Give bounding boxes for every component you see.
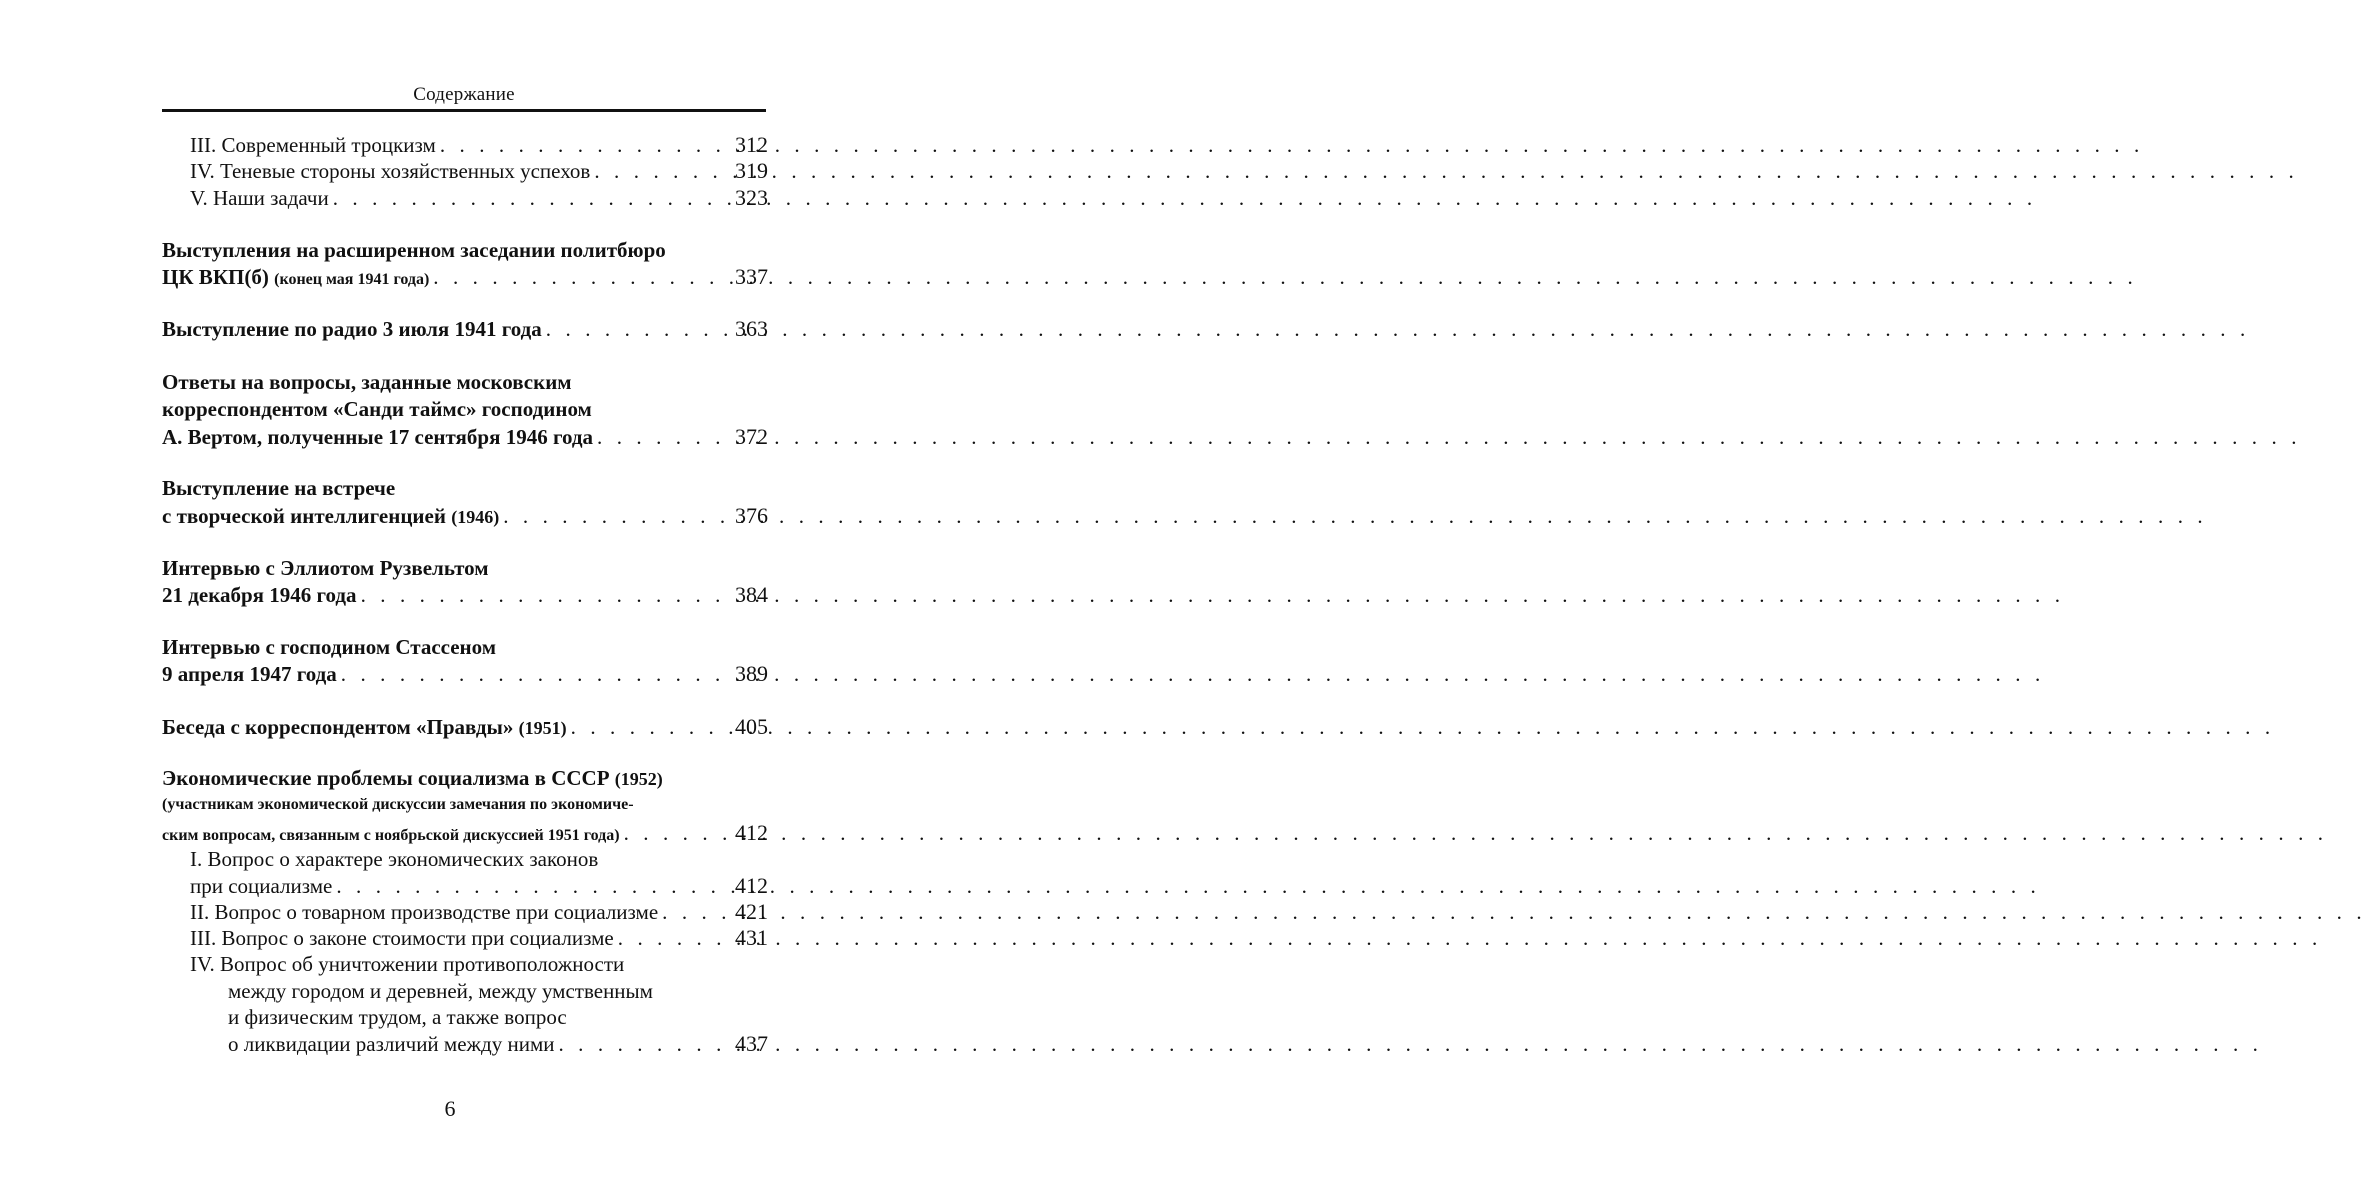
toc-entry-title: Интервью с Эллиотом Рузвельтом: [162, 556, 489, 580]
toc-entry-title: IV. Вопрос об уничтожении противоположности: [190, 952, 625, 976]
toc-entry-heading: [162, 397, 768, 427]
toc-entry-title: Экономические проблемы социализма в СССР: [162, 766, 610, 790]
toc-page-number: 421: [735, 899, 768, 924]
toc-entry-heading: [162, 370, 768, 400]
toc-entry-title: с творческой интеллигенцией: [162, 504, 446, 528]
toc-entry-title: III. Современный троцкизм: [190, 133, 436, 157]
header-rule: [162, 109, 766, 112]
toc-entry: [162, 582, 768, 612]
dot-leader: [542, 317, 735, 342]
toc-entry-title: Ответы на вопросы, заданные московским: [162, 370, 572, 394]
dot-leader: [337, 662, 735, 687]
toc-entry-note: (1951): [518, 718, 567, 738]
toc-entry-title: Выступления на расширенном заседании политбюро: [162, 238, 666, 262]
toc-entry-title: II. Вопрос о товарном производстве при социализме: [190, 900, 659, 924]
running-header: Содержание: [413, 84, 515, 105]
toc-entry-title: Выступление по радио 3 июля 1941 года: [162, 317, 542, 341]
toc-entry: [162, 424, 768, 454]
dot-leader: [499, 504, 735, 529]
toc-entry-heading: [190, 952, 768, 982]
toc-entry: [190, 158, 768, 188]
toc-entry-title: 9 апреля 1947 года: [162, 662, 337, 686]
dot-leader: [357, 583, 735, 608]
toc-page-number: 405: [735, 714, 768, 739]
toc-page-number: 337: [735, 264, 768, 289]
dot-leader: [329, 186, 735, 211]
toc-page-number: 376: [735, 503, 768, 528]
toc-page-number: 312: [735, 132, 768, 157]
toc-entry-heading: [162, 766, 768, 796]
toc-page-number: 431: [735, 925, 768, 950]
toc-entry: [162, 264, 768, 294]
dot-leader: [593, 425, 735, 450]
page-number: 6: [444, 1096, 456, 1121]
toc-entry-title: Интервью с господином Стассеном: [162, 635, 497, 659]
dot-leader: [554, 1032, 735, 1057]
dot-leader: [658, 900, 735, 925]
toc-entry: [190, 185, 768, 215]
toc-entry: [162, 316, 768, 346]
toc-entry: [162, 714, 768, 744]
toc-entry-note: (конец мая 1941 года): [274, 271, 430, 288]
toc-entry: [162, 661, 768, 691]
toc-page-number: 363: [735, 316, 768, 341]
toc-page-number: 389: [735, 661, 768, 686]
toc-page-number: 372: [735, 424, 768, 449]
dot-leader: [429, 265, 735, 290]
toc-entry-title: I. Вопрос о характере экономических законов: [190, 847, 599, 871]
toc-page-number: 437: [735, 1031, 768, 1056]
toc-entry-title: ЦК ВКП(б): [162, 265, 269, 289]
toc-entry-note: (1946): [451, 507, 500, 527]
toc-entry-title: 21 декабря 1946 года: [162, 583, 357, 607]
toc-entry-title: корреспондентом «Санди таймс» господином: [162, 397, 592, 421]
toc-page-number: 412: [735, 873, 768, 898]
toc-entry-title: III. Вопрос о законе стоимости при социализме: [190, 926, 614, 950]
toc-entry-title: IV. Теневые стороны хозяйственных успехов: [190, 159, 591, 183]
toc-entry: [162, 820, 768, 850]
dot-leader: [590, 159, 735, 184]
toc-entry: [190, 925, 768, 955]
toc-entry-title: Беседа с корреспондентом «Правды»: [162, 715, 514, 739]
dot-leader: [620, 821, 735, 846]
toc-entry-title: и физическим трудом, а также вопрос: [228, 1005, 567, 1029]
dot-leader: [436, 133, 735, 158]
toc-entry: [228, 1031, 768, 1061]
toc-entry: [162, 503, 768, 533]
toc-entry-title: о ликвидации различий между ними: [228, 1032, 555, 1056]
toc-entry-title: при социализме: [190, 874, 333, 898]
toc-page-number: 412: [735, 820, 768, 845]
toc-entry-subtitle-text: (участникам экономической дискуссии замечания по экономиче-: [162, 796, 634, 813]
toc-entry-title: между городом и деревней, между умственным: [228, 979, 653, 1003]
toc-page-number: 319: [735, 158, 768, 183]
dot-leader: [332, 874, 735, 899]
toc-entry-heading: [162, 476, 768, 506]
toc-entry-title: А. Вертом, полученные 17 сентября 1946 года: [162, 425, 593, 449]
toc-entry-title: Выступление на встрече: [162, 476, 396, 500]
dot-leader: [614, 926, 735, 951]
toc-page-number: 384: [735, 582, 768, 607]
toc-entry-note: (1952): [614, 769, 663, 789]
dot-leader: [567, 715, 735, 740]
toc-page-number: 323: [735, 185, 768, 210]
toc-entry-title: V. Наши задачи: [190, 186, 329, 210]
toc-entry-subtitle-text: ским вопросам, связанным с ноябрьской дискуссией 1951 года): [162, 827, 620, 844]
